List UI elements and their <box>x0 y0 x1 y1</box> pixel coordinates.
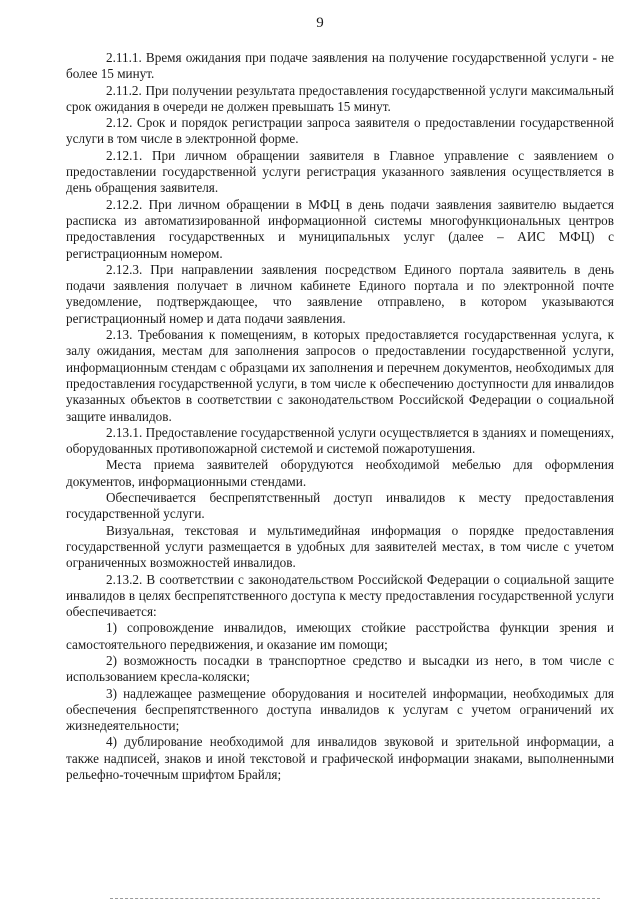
list-item-2: 2) возможность посадки в транспортное средство и высадки из него, в том числе с использованием кресла-коляски; <box>66 652 614 685</box>
list-item-3: 3) надлежащее размещение оборудования и носителей информации, необходимых для обеспечения беспрепятственного доступа инвалидов к услугам с учетом ограничений их жизнедеятельности; <box>66 685 614 734</box>
paragraph-2-13: 2.13. Требования к помещениям, в которых предоставляется государственная услуга, к залу ожидания, местам для заполнения запросов о предоставлении государственной услуги, информационным стендам с образцами их заполнения и перечнем документов, необходимых для предоставления государственной услуги, в том числе к обеспечению доступности для инвалидов указанных объектов в соответствии с законодательством Российской Федерации о социальной защите инвалидов. <box>66 327 614 424</box>
list-item-4: 4) дублирование необходимой для инвалидов звуковой и зрительной информации, а также надписей, знаков и иной текстовой и графической информации знаками, выполненными рельефно-точечным шрифтом Брайля; <box>66 734 614 783</box>
paragraph-free-access: Обеспечивается беспрепятственный доступ инвалидов к месту предоставления государственной услуги. <box>66 490 614 522</box>
scan-bottom-edge <box>110 898 600 899</box>
paragraph-2-11-1: 2.11.1. Время ожидания при подаче заявления на получение государственной услуги - не более 15 минут. <box>66 50 614 82</box>
paragraph-2-13-1: 2.13.1. Предоставление государственной услуги осуществляется в зданиях и помещениях, оборудованных противопожарной системой и системой пожаротушения. <box>66 424 614 457</box>
paragraph-2-12-1: 2.12.1. При личном обращении заявителя в Главное управление с заявлением о предоставлении государственной услуги регистрация указанного заявления осуществляется в день обращения заявителя. <box>66 147 614 196</box>
paragraph-visual-information: Визуальная, текстовая и мультимедийная информация о порядке предоставления государственной услуги размещается в удобных для заявителей местах, в том числе с учетом ограниченных возможностей инвалидов. <box>66 522 614 571</box>
paragraph-2-12-3: 2.12.3. При направлении заявления посредством Единого портала заявитель в день подачи заявления получает в личном кабинете Единого портала и по электронной почте уведомление, подтверждающее, что заявление отправлено, в котором указываются регистрационный номер и дата подачи заявления. <box>66 261 614 326</box>
page-number: 9 <box>316 15 324 31</box>
paragraph-reception-places: Места приема заявителей оборудуются необходимой мебелью для оформления документов, информационными стендами. <box>66 457 614 489</box>
paragraph-2-12-2: 2.12.2. При личном обращении в МФЦ в день подачи заявления заявителю выдается расписка из автоматизированной информационной системы многофункциональных центров предоставления государственных и муниципальных услуг (далее – АИС МФЦ) с регистрационным номером. <box>66 196 614 261</box>
list-item-1: 1) сопровождение инвалидов, имеющих стойкие расстройства функции зрения и самостоятельного передвижения, и оказание им помощи; <box>66 620 614 652</box>
paragraph-2-12: 2.12. Срок и порядок регистрации запроса заявителя о предоставлении государственной услуги в том числе в электронной форме. <box>66 115 614 147</box>
paragraph-2-13-2: 2.13.2. В соответствии с законодательством Российской Федерации о социальной защите инвалидов в целях беспрепятственного доступа к месту предоставления государственной услуги обеспечивается: <box>66 571 614 620</box>
paragraph-2-11-2: 2.11.2. При получении результата предоставления государственной услуги максимальный срок ожидания в очереди не должен превышать 15 минут. <box>66 82 614 114</box>
document-body <box>66 50 614 783</box>
